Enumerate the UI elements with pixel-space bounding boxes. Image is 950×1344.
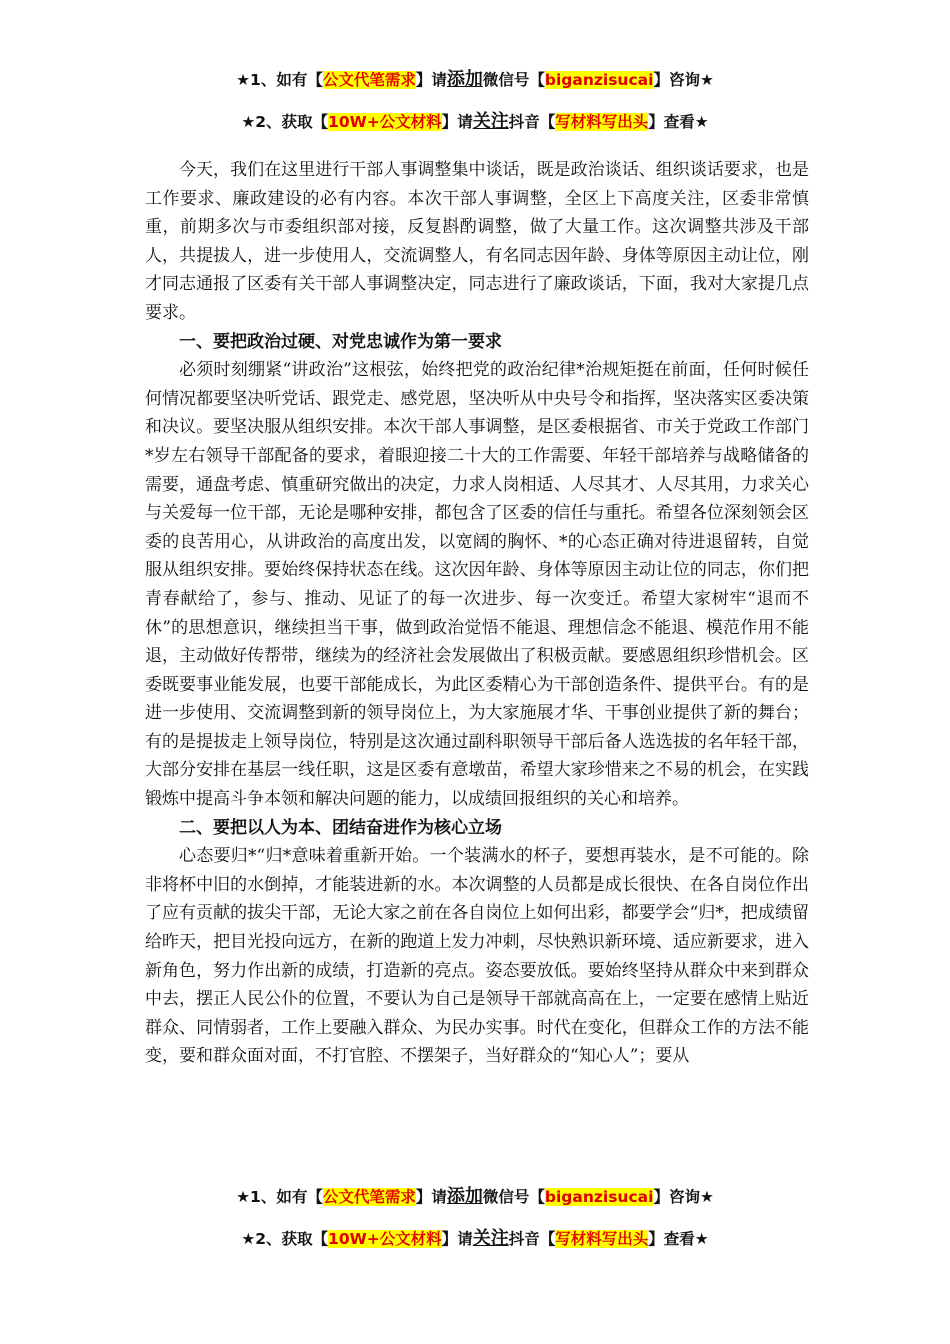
notice-text: 】咨询★ — [653, 71, 714, 89]
notice-text: 微信号【 — [482, 71, 545, 89]
notice-text: 】请 — [415, 71, 447, 89]
douyin-name-highlight: 写材料写出头 — [555, 1230, 649, 1248]
douyin-name-highlight: 写材料写出头 — [555, 113, 649, 131]
notice-text: 】查看★ — [648, 1230, 709, 1248]
notice-text: 】请 — [441, 1230, 473, 1248]
notice-emphasis: 添加 — [446, 69, 483, 90]
notice-highlight: 公文代笔需求 — [322, 71, 416, 89]
section-heading-2: 二、要把以人为本、团结奋进作为核心立场 — [179, 817, 502, 838]
notice-text: 】请 — [441, 113, 473, 131]
notice-emphasis: 关注 — [472, 111, 509, 132]
notice-text: 抖音【 — [508, 113, 556, 131]
notice-emphasis: 关注 — [472, 1228, 509, 1249]
wechat-id-highlight: biganzisucai — [544, 1188, 654, 1206]
footer-notice-line-2 — [0, 1228, 950, 1250]
document-body — [145, 156, 809, 1071]
section-2-paragraph: 心态要归*“归*意味着重新开始。一个装满水的杯子，要想再装水，是不可能的。除非将杯中旧的水倒掉，才能装进新的水。本次调整的人员都是成长很快、在各自岗位作出了应有贡献的拔尖干部，无论大家之前在各自岗位上如何出彩，都要学会“归*，把成绩留给昨天，把目光投向远方，在新的跑道上发力冲刺，尽快熟识新环境、适应新要求，进入新角色，努力作出新的成绩，打造新的亮点。姿态要放低。要始终坚持从群众中来到群众中去，摆正人民公仆的位置，不要认为自己是领导干部就高高在上，一定要在感情上贴近群众、同情弱者，工作上要融入群众、为民办实事。时代在变化，但群众工作的方法不能变，要和群众面对面，不打官腔、不摆架子，当好群众的“知心人”；要从 — [145, 846, 809, 1067]
notice-text: ★2、获取【 — [241, 113, 329, 131]
header-notice-line-1 — [0, 69, 950, 91]
section-1-paragraph: 必须时刻绷紧“讲政治”这根弦，始终把党的政治纪律*治规矩挺在前面，任何时候任何情况都要坚决听党话、跟党走、感党恩，坚决听从中央号令和指挥，坚决落实区委决策和决议。要坚决服从组织安排。本次干部人事调整，是区委根据省、市关于党政工作部门*岁左右领导干部配备的要求，着眼迎接二十大的工作需要、年轻干部培养与战略储备的需要，通盘考虑、慎重研究做出的决定，力求人岗相适、人尽其才、人尽其用，力求关心与关爱每一位干部，无论是哪种安排，都包含了区委的信任与重托。希望各位深刻领会区委的良苦用心，从讲政治的高度出发，以宽阔的胸怀、*的心态正确对待进退留转，自觉服从组织安排。要始终保持状态在线。这次因年龄、身体等原因主动让位的同志，你们把青春献给了，参与、推动、见证了的每一次进步、每一次变迁。希望大家树牢“退而不休”的思想意识，继续担当干事，做到政治觉悟不能退、理想信念不能退、模范作用不能退，主动做好传帮带，继续为的经济社会发展做出了积极贡献。要感恩组织珍惜机会。区委既要事业能发展，也要干部能成长，为此区委精心为干部创造条件、提供平台。有的是进一步使用、交流调整到新的领导岗位上，为大家施展才华、干事创业提供了新的舞台；有的是提拔走上领导岗位，特别是这次通过副科职领导干部后备人选选拔的名年轻干部，大部分安排在基层一线任职，这是区委有意墩苗，希望大家珍惜来之不易的机会，在实践锻炼中提高斗争本领和解决问题的能力，以成绩回报组织的关心和培养。 — [145, 360, 809, 810]
header-notice-line-2 — [0, 111, 950, 133]
notice-highlight: 10W+公文材料 — [328, 113, 442, 131]
notice-text: 微信号【 — [482, 1188, 545, 1206]
notice-highlight: 公文代笔需求 — [322, 1188, 416, 1206]
notice-text: ★2、获取【 — [241, 1230, 329, 1248]
notice-text: 】查看★ — [648, 113, 709, 131]
notice-text: 抖音【 — [508, 1230, 556, 1248]
notice-text: 】请 — [415, 1188, 447, 1206]
section-heading-1: 一、要把政治过硬、对党忠诚作为第一要求 — [179, 331, 502, 352]
notice-highlight: 10W+公文材料 — [328, 1230, 442, 1248]
intro-paragraph: 今天，我们在这里进行干部人事调整集中谈话，既是政治谈话、组织谈话要求，也是工作要求、廉政建设的必有内容。本次干部人事调整，全区上下高度关注，区委非常慎重，前期多次与市委组织部对接，反复斟酌调整，做了大量工作。这次调整共涉及干部人，共提拔人，进一步使用人，交流调整人，有名同志因年龄、身体等原因主动让位，刚才同志通报了区委有关干部人事调整决定，同志进行了廉政谈话，下面，我对大家提几点要求。 — [145, 160, 809, 323]
notice-text: ★1、如有【 — [236, 1188, 323, 1206]
notice-emphasis: 添加 — [446, 1186, 483, 1207]
footer-notice-line-1 — [0, 1186, 950, 1208]
notice-text: ★1、如有【 — [236, 71, 323, 89]
wechat-id-highlight: biganzisucai — [544, 71, 654, 89]
notice-text: 】咨询★ — [653, 1188, 714, 1206]
